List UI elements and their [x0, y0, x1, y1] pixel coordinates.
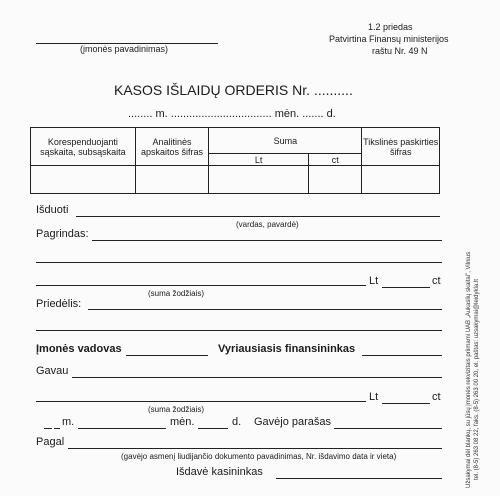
- label-finansininkas: Vyriausiasis finansininkas: [218, 343, 356, 355]
- isduoti-caption: (vardas, pavardė): [236, 220, 299, 229]
- label-pagal: Pagal: [36, 436, 65, 448]
- pagrindas-line-1[interactable]: [92, 240, 442, 241]
- isduoti-line[interactable]: [76, 216, 440, 217]
- label-gavejo-parasas: Gavėjo parašas: [254, 416, 332, 428]
- priedelis-line-2[interactable]: [36, 330, 442, 331]
- lt-line-2[interactable]: [382, 403, 430, 404]
- label-priedelis: Priedėlis:: [36, 298, 82, 310]
- header-purpose-code: Tikslinės paskirties šifras: [362, 128, 440, 166]
- header-analytic-code: Analitinės apskaitos šifras: [135, 128, 209, 166]
- label-d: d.: [232, 416, 242, 428]
- accounts-table: [30, 127, 440, 194]
- label-men: mėn.: [170, 416, 195, 428]
- company-name-caption: (įmonės pavadinimas): [80, 44, 169, 54]
- label-isdave-kasininkas: Išdavė kasininkas: [176, 466, 263, 478]
- year-dash-1[interactable]: [44, 428, 52, 429]
- header-amount: Suma: [209, 128, 362, 154]
- approval-line-2: Patvirtina Finansų ministerijos: [329, 34, 449, 44]
- vadovas-signature-line[interactable]: [126, 355, 208, 356]
- priedelis-line-1[interactable]: [88, 309, 442, 310]
- date-line: ........ m. ................................. mėn. ....... d.: [128, 108, 336, 120]
- year-dash-2[interactable]: [54, 428, 60, 429]
- cell-analytic[interactable]: [135, 166, 209, 194]
- cell-account[interactable]: [31, 166, 136, 194]
- lt-line-1[interactable]: [382, 287, 430, 288]
- side-note-line-2: tel. (8-5) 263 08 22, faks. (8-5) 263 00 20, el. paštas: uzsakymai@leidykla.lt: [474, 279, 480, 480]
- approval-line-1: 1.2 priedas: [368, 22, 413, 32]
- cell-purpose[interactable]: [362, 166, 440, 194]
- cell-ct[interactable]: [309, 166, 362, 194]
- day-line[interactable]: [198, 428, 228, 429]
- label-isduoti: Išduoti: [36, 204, 69, 216]
- label-vadovas: Įmonės vadovas: [36, 343, 122, 355]
- lt-label-1: Lt: [369, 275, 379, 287]
- cashier-signature-line[interactable]: [276, 478, 442, 479]
- suma-caption-2: (suma žodžiais): [148, 405, 205, 414]
- label-m: m.: [62, 416, 75, 428]
- approval-line-3: raštu Nr. 49 N: [372, 46, 428, 56]
- lt-label-2: Lt: [369, 391, 379, 403]
- receiver-signature-line[interactable]: [334, 428, 442, 429]
- header-amount-ct: ct: [309, 154, 362, 166]
- label-pagrindas: Pagrindas:: [36, 228, 89, 240]
- pagrindas-line-2[interactable]: [36, 262, 442, 263]
- pagal-caption: (gavėjo asmenį liudijančio dokumento pavadinimas, Nr. išdavimo data ir vieta): [121, 452, 397, 461]
- ct-label-1: ct: [432, 275, 441, 287]
- gavau-line-1[interactable]: [72, 377, 442, 378]
- month-line[interactable]: [78, 428, 166, 429]
- label-gavau: Gavau: [36, 365, 69, 377]
- header-correspondent-account: Korespenduojanti sąskaita, subsąskaita: [31, 128, 136, 166]
- pagal-line[interactable]: [68, 448, 442, 449]
- suma-caption-1: (suma žodžiais): [148, 289, 205, 298]
- suma-words-line-1[interactable]: [36, 285, 366, 286]
- ct-label-2: ct: [432, 391, 441, 403]
- cell-lt[interactable]: [209, 166, 309, 194]
- header-amount-lt: Lt: [209, 154, 309, 166]
- suma-words-line-2[interactable]: [36, 401, 366, 402]
- page-title: KASOS IŠLAIDŲ ORDERIS Nr. ..........: [114, 82, 353, 98]
- side-note-line-1: Užsakymai dėl blankų, su jūsų įmonės rekvizitais priimami UAB „Aukaslių skaitai", Vilnius: [466, 251, 472, 488]
- finansininkas-signature-line[interactable]: [362, 355, 442, 356]
